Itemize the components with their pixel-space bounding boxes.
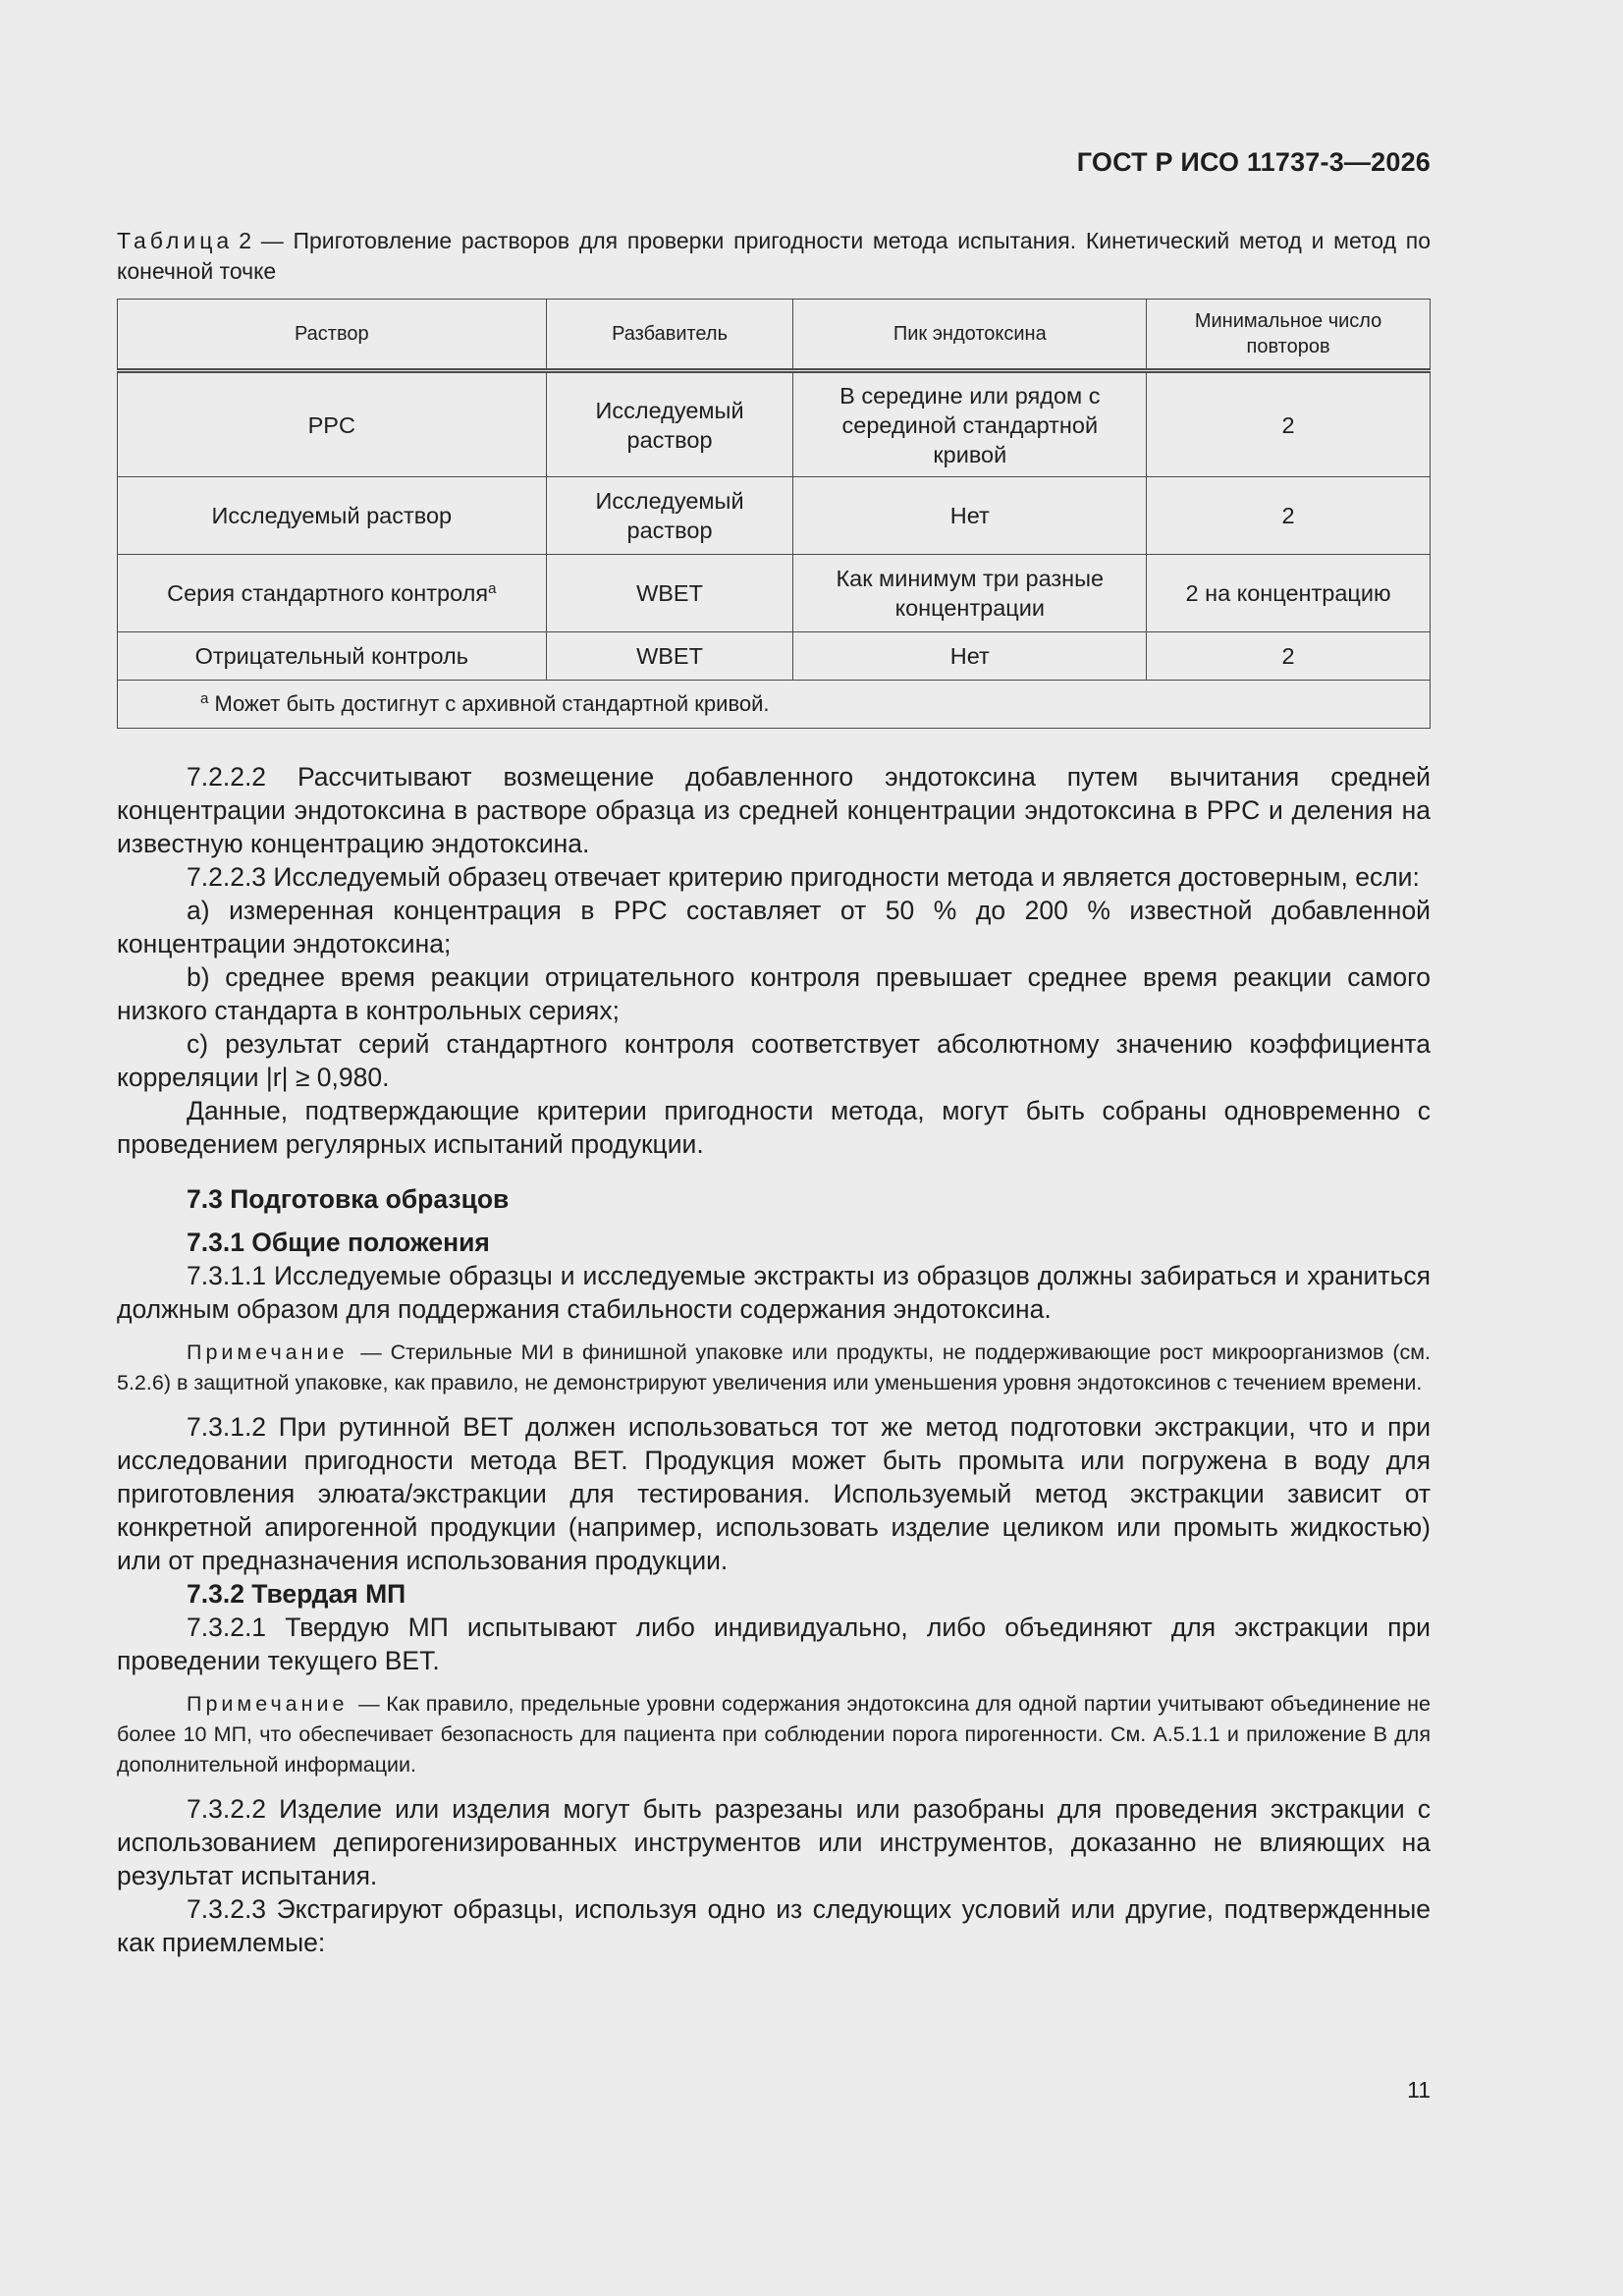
table-cell: Исследуемый раствор bbox=[118, 477, 547, 555]
table-header-row bbox=[118, 300, 1431, 371]
list-item-c: c) результат серий стандартного контроля соответствует абсолютному значению коэффициента корреляции |r| ≥ 0,980. bbox=[117, 1029, 1431, 1092]
table-cell: 2 bbox=[1147, 632, 1431, 681]
note-label: Примечание bbox=[187, 1340, 349, 1364]
note-2 bbox=[117, 1689, 1431, 1780]
table-footnote bbox=[118, 681, 1431, 729]
list-item-a: a) измеренная концентрация в PPC составляет от 50 % до 200 % известной добавленной концентрации эндотоксина; bbox=[117, 896, 1431, 958]
column-header: Минимальное число повторов bbox=[1147, 300, 1431, 371]
solutions-table bbox=[117, 299, 1431, 729]
note-1 bbox=[117, 1338, 1431, 1398]
paragraph-7-2-2-3: 7.2.2.3 Исследуемый образец отвечает критерию пригодности метода и является достоверным, если: bbox=[187, 862, 1420, 892]
table-row bbox=[118, 371, 1431, 477]
paragraph-7-3-2-3: 7.3.2.3 Экстрагируют образцы, используя одно из следующих условий или другие, подтвержденные как приемлемые: bbox=[117, 1894, 1431, 1957]
table-caption bbox=[117, 226, 1431, 287]
document-id: ГОСТ Р ИСО 11737-3—2026 bbox=[1076, 147, 1431, 177]
table-cell bbox=[118, 555, 547, 632]
table-cell-text: Серия стандартного контроля bbox=[167, 580, 489, 606]
table-row bbox=[118, 632, 1431, 681]
table-cell: WBET bbox=[546, 632, 793, 681]
paragraph-7-3-1-1: 7.3.1.1 Исследуемые образцы и исследуемые экстракты из образцов должны забираться и храниться должным образом для поддержания стабильности содержания эндотоксина. bbox=[117, 1261, 1431, 1324]
paragraph-7-2-2-2: 7.2.2.2 Рассчитывают возмещение добавленного эндотоксина путем вычитания средней концентрации эндотоксина в растворе образца из средней концентрации эндотоксина в PPC и деления на известную концентрацию эндотоксина. bbox=[117, 762, 1431, 858]
column-header: Разбавитель bbox=[546, 300, 793, 371]
table-cell: Нет bbox=[793, 632, 1147, 681]
footnote-reference: a bbox=[488, 580, 497, 597]
page-number: 11 bbox=[1407, 2077, 1431, 2103]
heading-7-3-2: 7.3.2 Твердая МП bbox=[187, 1579, 406, 1609]
table-cell: В середине или рядом с серединой стандартной кривой bbox=[793, 371, 1147, 477]
table-cell: WBET bbox=[546, 555, 793, 632]
note-label: Примечание bbox=[187, 1692, 349, 1716]
page-content bbox=[117, 226, 1431, 1959]
table-cell: Нет bbox=[793, 477, 1147, 555]
column-header: Пик эндотоксина bbox=[793, 300, 1147, 371]
paragraph-7-3-1-2: 7.3.1.2 При рутинной BET должен использоваться тот же метод подготовки экстракции, что и при исследовании пригодности метода BET. Продукция может быть промыта или погружена в воду для приготовления элюата/экстракции для тестирования. Используемый метод экстракции зависит от конкретной апирогенной продукции (например, использовать изделие целиком или промыть жидкостью) или от предназначения использования продукции. bbox=[117, 1412, 1431, 1575]
table-cell: 2 на концентрацию bbox=[1147, 555, 1431, 632]
table-cell: Отрицательный контроль bbox=[118, 632, 547, 681]
note-text: — Как правило, предельные уровни содержания эндотоксина для одной партии учитывают объединение не более 10 МП, что обеспечивает безопасность для пациента при соблюдении порога пирогенности. См. А.5.1.1 и приложение В для дополнительной информации. bbox=[117, 1692, 1431, 1777]
table-caption-label: Таблица bbox=[117, 228, 234, 253]
table-footnote-row bbox=[118, 681, 1431, 729]
footnote-text: Может быть достигнут с архивной стандартной кривой. bbox=[214, 691, 770, 716]
column-header: Раствор bbox=[118, 300, 547, 371]
table-cell: Как минимум три разные концентрации bbox=[793, 555, 1147, 632]
heading-7-3-1: 7.3.1 Общие положения bbox=[187, 1228, 490, 1257]
note-text: — Стерильные МИ в финишной упаковке или продукты, не поддерживающие рост микроорганизмов (см. 5.2.6) в защитной упаковке, как правило, не демонстрируют увеличения или уменьшения уровня эндотоксинов с течением времени. bbox=[117, 1340, 1431, 1394]
table-row bbox=[118, 477, 1431, 555]
table-cell: 2 bbox=[1147, 371, 1431, 477]
paragraph-7-3-2-2: 7.3.2.2 Изделие или изделия могут быть разрезаны или разобраны для проведения экстракции с использованием депирогенизированных инструментов или инструментов, доказанно не влияющих на результат испытания. bbox=[117, 1794, 1431, 1890]
table-row bbox=[118, 555, 1431, 632]
table-cell: Исследуемый раствор bbox=[546, 371, 793, 477]
table-caption-text: 2 — Приготовление растворов для проверки пригодности метода испытания. Кинетический метод и метод по конечной точке bbox=[117, 228, 1431, 284]
table-cell: Исследуемый раствор bbox=[546, 477, 793, 555]
table-cell: 2 bbox=[1147, 477, 1431, 555]
paragraph-data: Данные, подтверждающие критерии пригодности метода, могут быть собраны одновременно с проведением регулярных испытаний продукции. bbox=[117, 1096, 1431, 1159]
heading-7-3: 7.3 Подготовка образцов bbox=[187, 1184, 510, 1214]
list-item-b: b) среднее время реакции отрицательного контроля превышает среднее время реакции самого низкого стандарта в контрольных сериях; bbox=[117, 962, 1431, 1025]
footnote-mark: a bbox=[200, 690, 209, 707]
paragraph-7-3-2-1: 7.3.2.1 Твердую МП испытывают либо индивидуально, либо объединяют для экстракции при проведении текущего BET. bbox=[117, 1613, 1431, 1675]
table-cell: PPC bbox=[118, 371, 547, 477]
